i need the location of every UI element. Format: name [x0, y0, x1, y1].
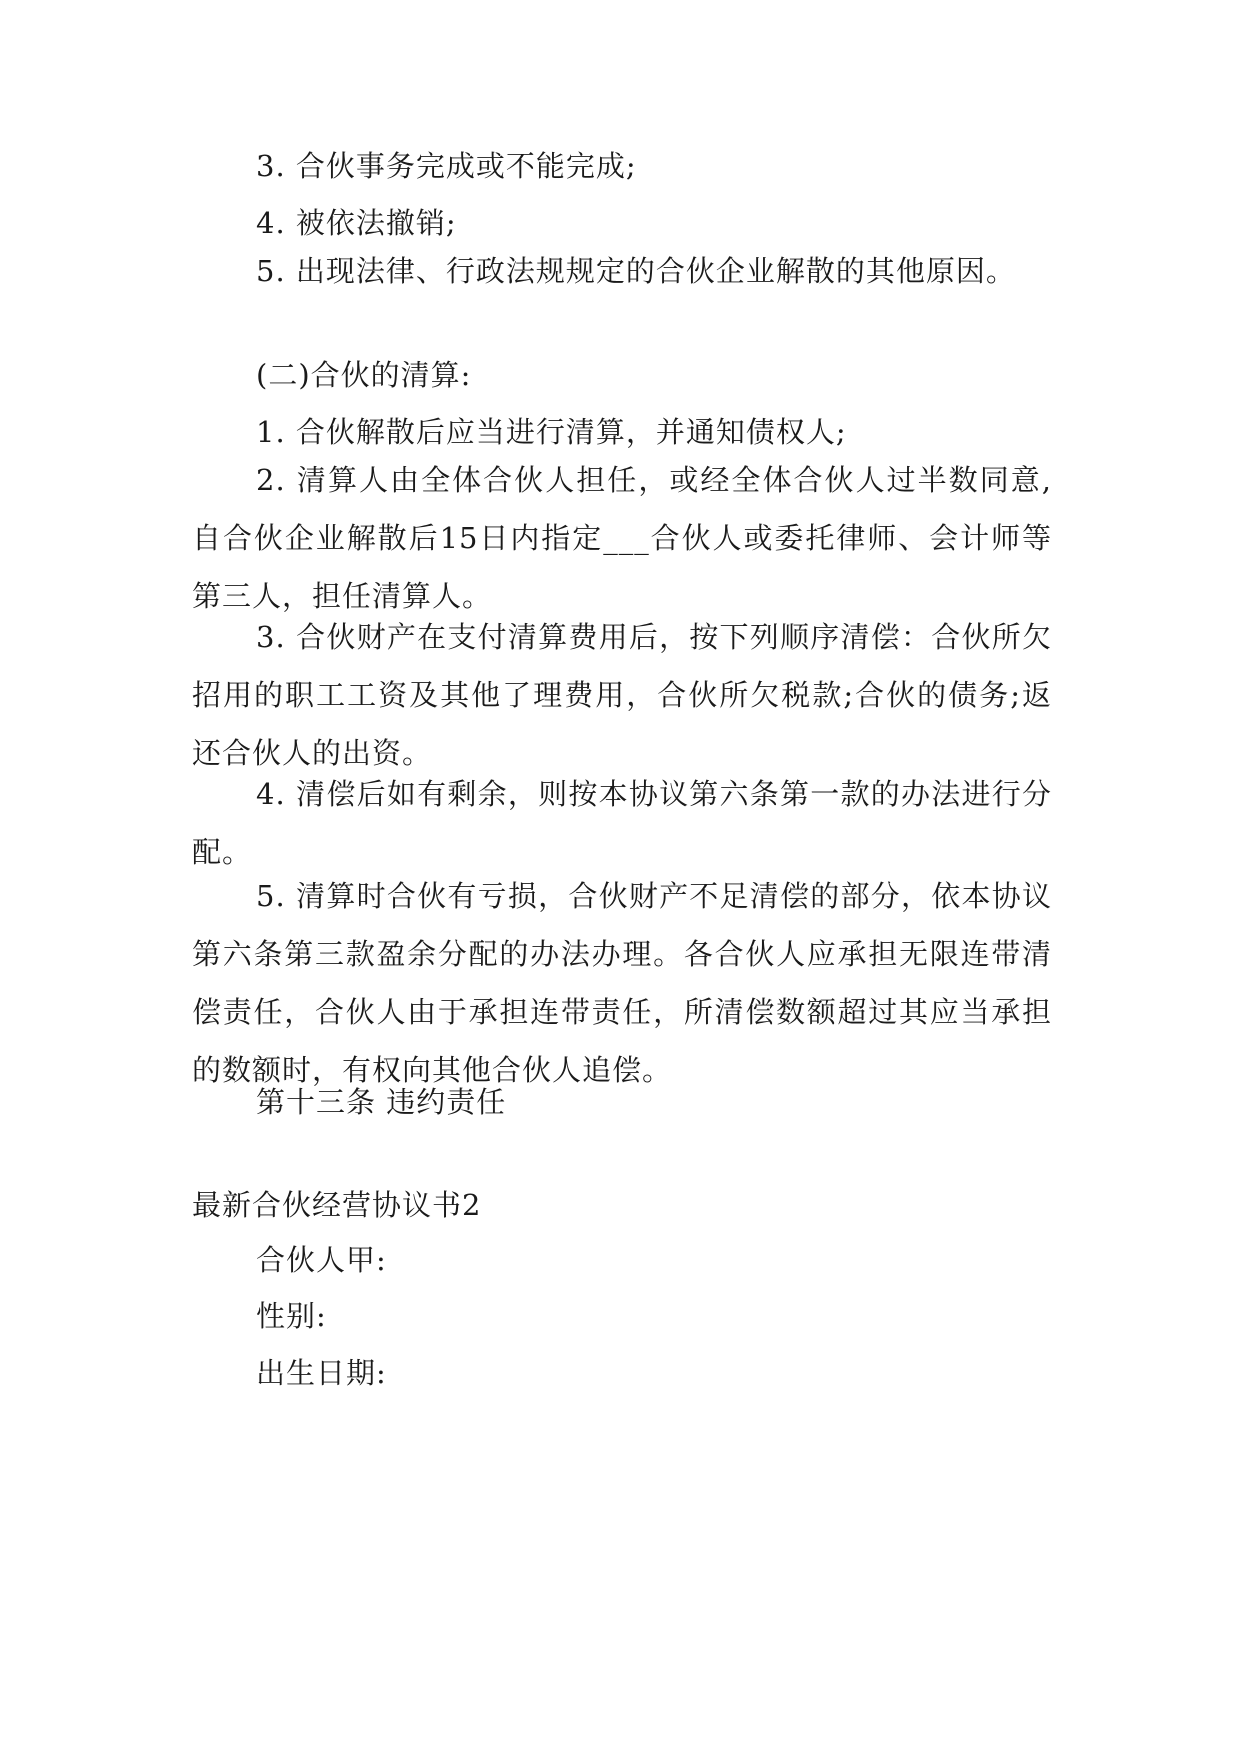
partner-a-label: 合伙人甲: [256, 1243, 387, 1277]
liquidation-item-5: 5. 清算时合伙有亏损，合伙财产不足清偿的部分，依本协议第六条第三款盈余分配的办法办理。各合伙人应承担无限连带清偿责任，合伙人由于承担连带责任，所清偿数额超过其应当承担的数额时，有权向其他合伙人追偿。 [192, 879, 1052, 1087]
dissolution-item-3: 3. 合伙事务完成或不能完成; [256, 149, 637, 183]
liquidation-item-2: 2. 清算人由全体合伙人担任，或经全体合伙人过半数同意,自合伙企业解散后15日内指定___合伙人或委托律师、会计师等第三人，担任清算人。 [192, 463, 1052, 613]
gender-label: 性别: [256, 1299, 327, 1333]
liquidation-item-4: 4. 清偿后如有剩余，则按本协议第六条第一款的办法进行分配。 [192, 777, 1052, 869]
dissolution-item-5: 5. 出现法律、行政法规规定的合伙企业解散的其他原因。 [256, 254, 1016, 288]
document-2-title: 最新合伙经营协议书2 [192, 1188, 482, 1222]
liquidation-item-3: 3. 合伙财产在支付清算费用后，按下列顺序清偿：合伙所欠招用的职工工资及其他了理费用，合伙所欠税款;合伙的债务;返还合伙人的出资。 [192, 620, 1052, 770]
liquidation-heading: (二)合伙的清算: [256, 358, 472, 392]
liquidation-item-1: 1. 合伙解散后应当进行清算，并通知债权人; [256, 415, 847, 449]
birth-date-label: 出生日期: [256, 1356, 387, 1390]
dissolution-item-4: 4. 被依法撤销; [256, 206, 457, 240]
article-13-heading: 第十三条 违约责任 [256, 1085, 507, 1119]
